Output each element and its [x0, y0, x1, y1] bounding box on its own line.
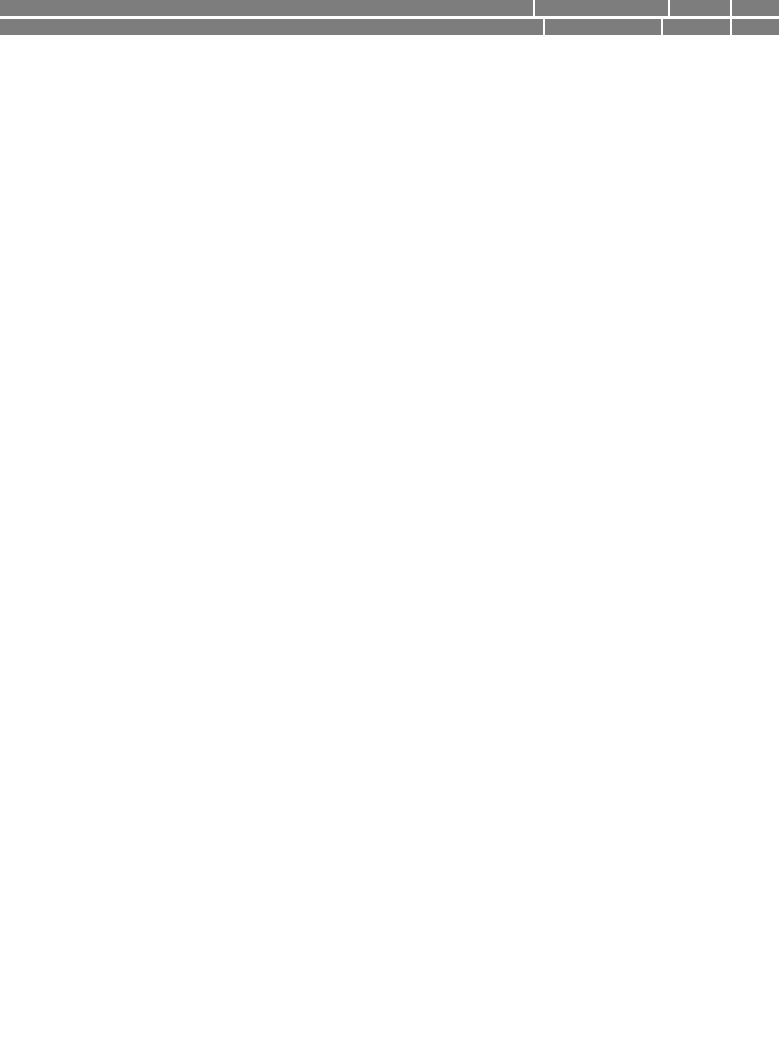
documents-table-1	[0, 0, 779, 16]
table-header-row	[0, 0, 779, 16]
documents-table-2	[0, 19, 779, 35]
column-header-category[interactable]	[662, 19, 731, 35]
column-header-size[interactable]	[731, 19, 779, 35]
column-header-college[interactable]	[544, 19, 662, 35]
column-header-size[interactable]	[731, 0, 779, 16]
column-header-category[interactable]	[669, 0, 731, 16]
column-header-title[interactable]	[0, 0, 534, 16]
column-header-college[interactable]	[534, 0, 669, 16]
table-header-row	[0, 19, 779, 35]
column-header-title[interactable]	[0, 19, 544, 35]
